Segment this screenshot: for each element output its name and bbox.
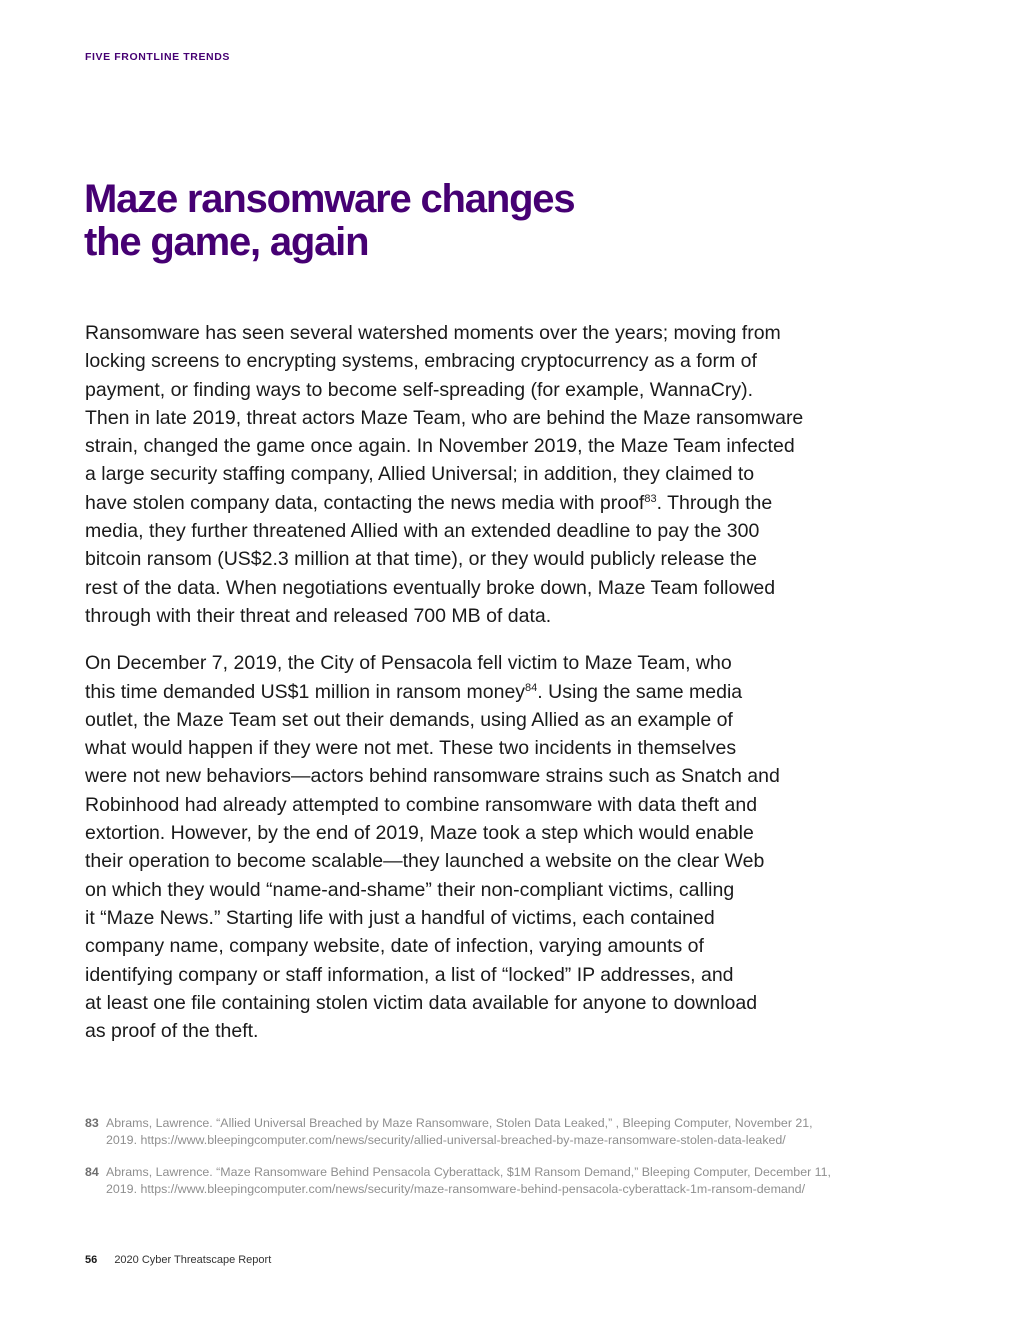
text-line: company name, company website, date of infection, varying amounts of [85,935,704,958]
text-line [85,678,845,706]
page-title-line: Maze ransomware changes [84,177,575,221]
text-line: at least one file containing stolen victim data available for anyone to download [85,991,758,1014]
footnote-number: 83 [85,1116,99,1130]
text-line: Robinhood had already attempted to combine ransomware with data theft and [85,793,758,816]
page-number: 56 [85,1254,98,1266]
footnote-ref-83[interactable]: 83 [644,492,657,505]
text-segment: have stolen company data, contacting the news media with proof [85,491,645,514]
paragraph-2 [85,649,845,1045]
footnote-number: 84 [85,1165,99,1179]
text-segment: . Through the [656,491,773,514]
page-title [84,178,724,264]
page-title-line: the game, again [84,220,369,264]
footnote-ref-84[interactable]: 84 [525,681,538,694]
article-body [85,319,845,1064]
text-line: were not new behaviors—actors behind ransomware strains such as Snatch and [85,765,780,788]
text-line: locking screens to encrypting systems, embracing cryptocurrency as a form of [85,350,757,373]
footnotes [85,1115,955,1213]
report-title: 2020 Cyber Threatscape Report [114,1254,272,1266]
text-line: bitcoin ransom (US$2.3 million at that time), or they would publicly release the [85,548,757,571]
text-segment: . Using the same media [537,680,743,703]
text-line: identifying company or staff information, a list of “locked” IP addresses, and [85,963,734,986]
text-line: Ransomware has seen several watershed moments over the years; moving from [85,322,781,344]
text-line: as proof of the theft. [85,1020,259,1043]
text-line [85,489,845,517]
text-line: through with their threat and released 700 MB of data. [85,604,552,627]
text-line: it “Maze News.” Starting life with just a handful of victims, each contained [85,906,715,929]
footnote-text: Abrams, Lawrence. “Maze Ransomware Behind Pensacola Cyberattack, $1M Ransom Demand,” Bleeping Computer, December 11, [106,1165,831,1179]
page-footer [85,1254,271,1266]
text-line: media, they further threatened Allied with an extended deadline to pay the 300 [85,520,760,543]
footnote-link[interactable]: 2019. https://www.bleepingcomputer.com/news/security/maze-ransomware-behind-pensacola-cyberattack-1m-ransom-demand/ [106,1182,806,1196]
text-line: on which they would “name-and-shame” their non-compliant victims, calling [85,878,735,901]
text-line: outlet, the Maze Team set out their demands, using Allied as an example of [85,708,733,731]
paragraph-1 [85,319,845,630]
section-label: FIVE FRONTLINE TRENDS [85,51,231,63]
text-line: their operation to become scalable—they launched a website on the clear Web [85,850,765,873]
text-line: payment, or finding ways to become self-spreading (for example, WannaCry). [85,378,753,401]
footnote-84 [85,1164,955,1198]
text-segment: this time demanded US$1 million in ransom money [85,680,526,703]
text-line: extortion. However, by the end of 2019, Maze took a step which would enable [85,822,754,845]
text-line: what would happen if they were not met. These two incidents in themselves [85,737,737,760]
text-line: strain, changed the game once again. In November 2019, the Maze Team infected [85,435,795,458]
text-line: rest of the data. When negotiations eventually broke down, Maze Team followed [85,576,776,599]
footnote-83 [85,1115,955,1149]
footnote-link[interactable]: 2019. https://www.bleepingcomputer.com/news/security/allied-universal-breached-by-maze-ransomware-stolen-data-leaked/ [106,1133,786,1147]
footnote-text: Abrams, Lawrence. “Allied Universal Breached by Maze Ransomware, Stolen Data Leaked,” , Bleeping Computer, November 21, [106,1116,813,1130]
text-line: a large security staffing company, Allied Universal; in addition, they claimed to [85,463,755,486]
text-line: On December 7, 2019, the City of Pensacola fell victim to Maze Team, who [85,652,732,675]
text-line: Then in late 2019, threat actors Maze Team, who are behind the Maze ransomware [85,406,804,429]
